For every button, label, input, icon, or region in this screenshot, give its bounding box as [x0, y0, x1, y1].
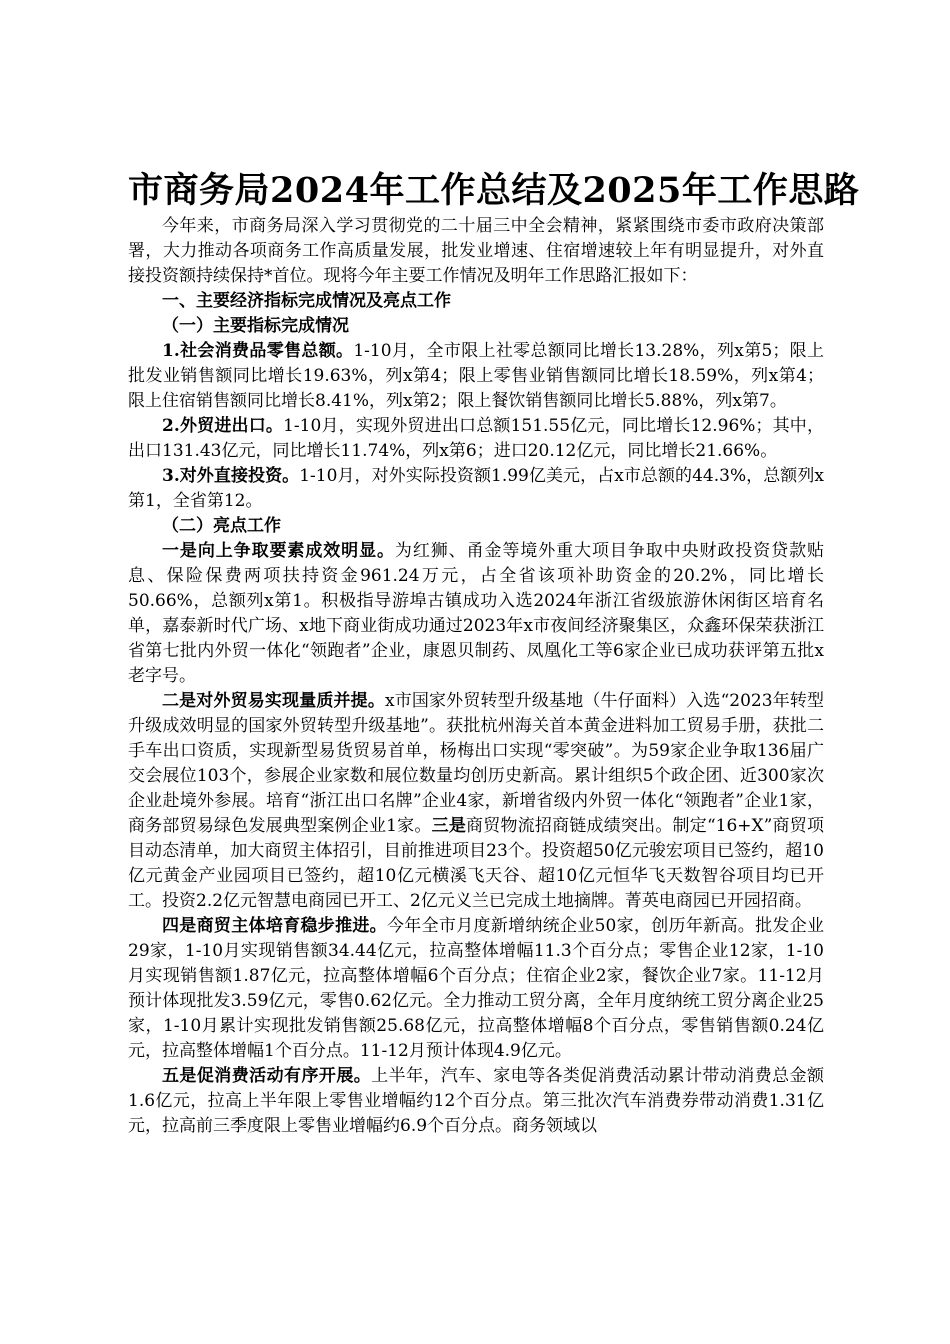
highlight-5-lead: 五是促消费活动有序开展。 [162, 1066, 372, 1086]
title-part-1: 市商务局 [128, 170, 271, 211]
title-part-3: 年工作思路 [681, 170, 860, 211]
section-1-heading: 一、主要经济指标完成情况及亮点工作 [162, 291, 451, 311]
highlight-3-text: 商贸物流招商链成绩突出。制定“16+X”商贸项目动态清单，加大商贸主体招引，目前推进项目23个。投资超50亿元骏宏项目已签约，超10亿元黄金产业园项目已签约，超10亿元横溪飞天谷、超10亿元恒华飞天数智谷项目均已开工。投资2.2亿元智慧电商园已开工、2亿元义兰已完成土地摘牌。菁英电商园已开园招商。 [128, 816, 824, 911]
indicator-item-1-lead: 1.社会消费品零售总额。 [162, 341, 354, 361]
highlight-paragraph-2 [128, 689, 824, 914]
highlight-1-lead: 一是向上争取要素成效明显。 [162, 541, 395, 561]
indicator-item-2 [128, 414, 824, 464]
document-page [128, 168, 860, 1139]
title-part-2: 年工作总结及 [369, 170, 583, 211]
indicator-item-2-lead: 2.外贸进出口。 [162, 416, 284, 436]
document-title [128, 168, 860, 214]
highlight-1-text: 为红狮、甬金等境外重大项目争取中央财政投资贷款贴息、保险保费两项扶持资金961.24万元，占全省该项补助资金的20.2%，同比增长50.66%，总额列x第1。积极指导游埠古镇成功入选2024年浙江省级旅游休闲街区培育名单，嘉泰新时代广场、x地下商业街成功通过2023年x市夜间经济聚集区，众鑫环保荣获浙江省第七批内外贸一体化“领跑者”企业，康恩贝制药、凤凰化工等6家企业已成功获评第五批x老字号。 [128, 541, 825, 686]
indicator-item-3-lead: 3.对外直接投资。 [162, 466, 300, 486]
highlight-3-lead: 三是 [431, 816, 467, 836]
indicator-item-2-text: 1-10月，实现外贸进出口总额151.55亿元，同比增长12.96%；其中，出口131.43亿元，同比增长11.74%，列x第6；进口20.12亿元，同比增长21.66%。 [128, 416, 824, 461]
indicator-item-1-text: 1-10月，全市限上社零总额同比增长13.28%，列x第5；限上批发业销售额同比增长19.63%，列x第4；限上零售业销售额同比增长18.59%，列x第4；限上住宿销售额同比增长8.41%，列x第2；限上餐饮销售额同比增长5.88%，列x第7。 [128, 341, 824, 411]
title-year-1: 2024 [270, 170, 370, 211]
highlight-4-lead: 四是商贸主体培育稳步推进。 [162, 916, 387, 936]
subsection-1-heading: （一）主要指标完成情况 [162, 316, 349, 336]
indicator-item-1 [128, 339, 824, 414]
highlight-5-text: 上半年，汽车、家电等各类促消费活动累计带动消费总金额1.6亿元，拉高上半年限上零售业增幅约12个百分点。第三批次汽车消费券带动消费1.31亿元，拉高前三季度限上零售业增幅约6.9个百分点。商务领域以 [128, 1066, 825, 1136]
intro-paragraph: 今年来，市商务局深入学习贯彻党的二十届三中全会精神，紧紧围绕市委市政府决策部署，大力推动各项商务工作高质量发展，批发业增速、住宿增速较上年有明显提升，对外直接投资额持续保持*首位。现将今年主要工作情况及明年工作思路汇报如下： [128, 216, 824, 286]
highlight-2-lead: 二是对外贸易实现量质并提。 [162, 691, 385, 711]
highlight-paragraph-4 [128, 914, 824, 1064]
highlight-2-text: x市国家外贸转型升级基地（牛仔面料）入选“2023年转型升级成效明显的国家外贸转型升级基地”。获批杭州海关首本黄金进料加工贸易手册，获批二手车出口资质，实现新型易货贸易首单，杨梅出口实现“零突破”。为59家企业争取136届广交会展位103个，参展企业家数和展位数量均创历史新高。累计组织5个政企团、近300家次企业赴境外参展。培育“浙江出口名牌”企业4家，新增省级内外贸一体化“领跑者”企业1家，商务部贸易绿色发展典型案例企业1家。 [128, 691, 824, 836]
subsection-2-heading: （二）亮点工作 [162, 516, 281, 536]
highlight-paragraph-1 [128, 539, 824, 689]
highlight-4-text: 今年全市月度新增纳统企业50家，创历年新高。批发企业29家，1-10月实现销售额34.44亿元，拉高整体增幅11.3个百分点；零售企业12家，1-10月实现销售额1.87亿元，拉高整体增幅6个百分点；住宿企业2家，餐饮企业7家。11-12月预计体现批发3.59亿元，零售0.62亿元。全力推动工贸分离，全年月度纳统工贸分离企业25家，1-10月累计实现批发销售额25.68亿元，拉高整体增幅8个百分点，零售销售额0.24亿元，拉高整体增幅1个百分点。11-12月预计体现4.9亿元。 [128, 916, 824, 1061]
indicator-item-3 [128, 464, 824, 514]
title-year-2: 2025 [582, 170, 682, 211]
indicator-item-3-text: 1-10月，对外实际投资额1.99亿美元，占x市总额的44.3%，总额列x第1，全省第12。 [128, 466, 824, 511]
highlight-paragraph-5 [128, 1064, 824, 1139]
